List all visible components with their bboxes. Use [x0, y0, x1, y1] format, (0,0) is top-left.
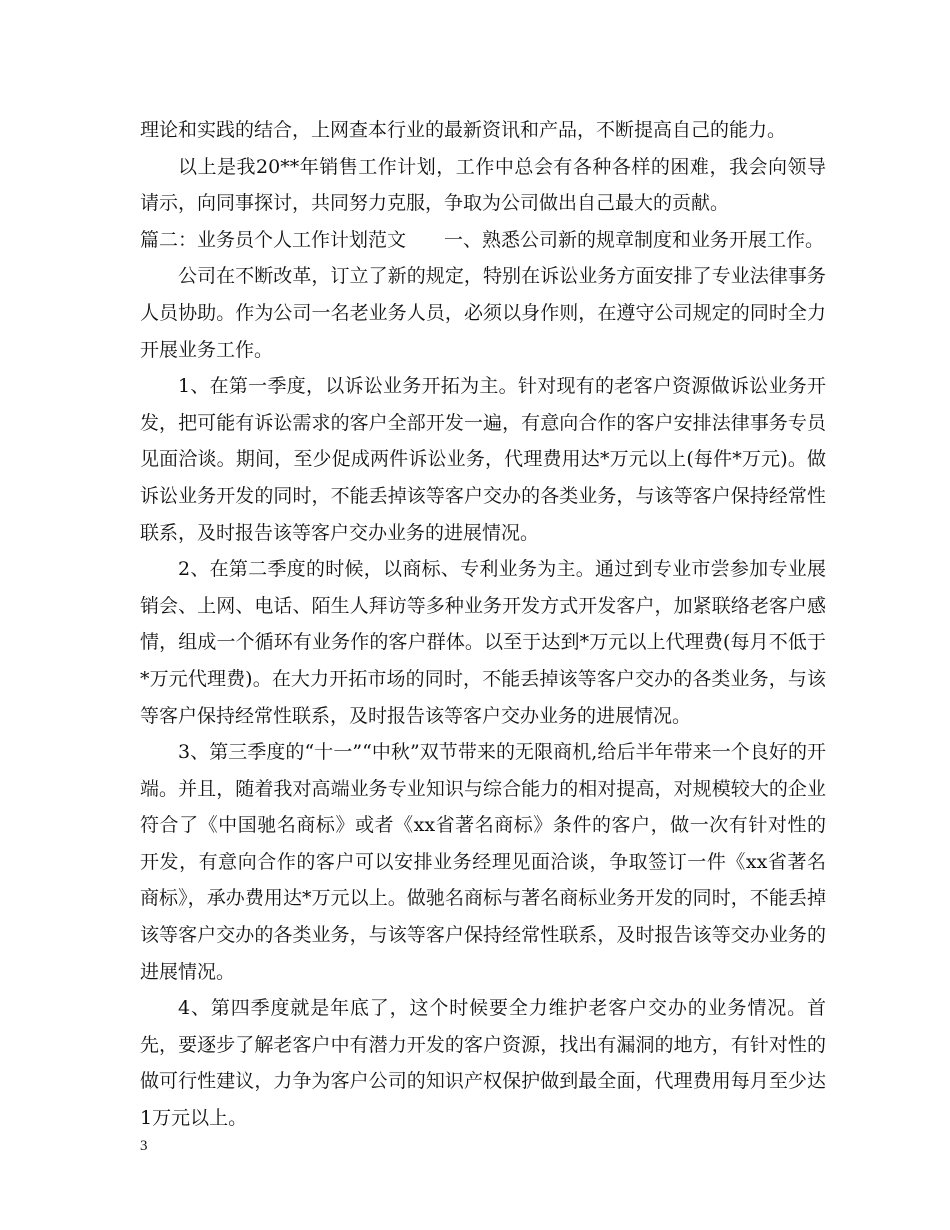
paragraph-summary: 以上是我20**年销售工作计划，工作中总会有各种各样的困难，我会向领导请示，向同事探讨，共同努力克服，争取为公司做出自己最大的贡献。 — [140, 155, 826, 215]
paragraph-q2: 2、在第二季度的时候，以商标、专利业务为主。通过到专业市尝参加专业展销会、上网、电话、陌生人拜访等多种业务开发方式开发客户，加紧联络老客户感情，组成一个循环有业务作的客户群体。以至于达到*万元以上代理费(每月不低于*万元代理费)。在大力开拓市场的同时，不能丢掉该等客户交办的各类业务，与该等客户保持经常性联系，及时报告该等客户交办业务的进展情况。 — [140, 558, 826, 727]
section-heading: 篇二：业务员个人工作计划范文 一、熟悉公司新的规章制度和业务开展工作。 — [140, 228, 825, 251]
paragraph-q3: 3、第三季度的“十一”“中秋”双节带来的无限商机,给后半年带来一个良好的开端。并且，随着我对高端业务专业知识与综合能力的相对提高，对规模较大的企业符合了《中国驰名商标》或者《xx省著名商标》条件的客户，做一次有针对性的开发，有意向合作的客户可以安排业务经理见面洽谈，争取签订一件《xx省著名商标》，承办费用达*万元以上。做驰名商标与著名商标业务开发的同时，不能丢掉该等客户交办的各类业务，与该等客户保持经常性联系，及时报告该等交办业务的进展情况。 — [140, 741, 826, 983]
paragraph-intro: 公司在不断改革，订立了新的规定，特别在诉讼业务方面安排了专业法律事务人员协助。作为公司一名老业务人员，必须以身作则，在遵守公司规定的同时全力开展业务工作。 — [140, 265, 826, 361]
paragraph-q1: 1、在第一季度，以诉讼业务开拓为主。针对现有的老客户资源做诉讼业务开发，把可能有诉讼需求的客户全部开发一遍，有意向合作的客户安排法律事务专员见面洽谈。期间，至少促成两件诉讼业务，代理费用达*万元以上(每件*万元)。做诉讼业务开发的同时，不能丢掉该等客户交办的各类业务，与该等客户保持经常性联系，及时报告该等客户交办业务的进展情况。 — [140, 375, 826, 544]
paragraph-q4: 4、第四季度就是年底了，这个时候要全力维护老客户交办的业务情况。首先，要逐步了解老客户中有潜力开发的客户资源，找出有漏洞的地方，有针对性的做可行性建议，力争为客户公司的知识产权保护做到最全面，代理费用每月至少达1万元以上。 — [140, 997, 826, 1130]
paragraph-continuation: 理论和实践的结合，上网查本行业的最新资讯和产品，不断提高自己的能力。 — [140, 119, 787, 141]
page-number: 3 — [140, 1138, 148, 1154]
document-body — [140, 112, 826, 1137]
